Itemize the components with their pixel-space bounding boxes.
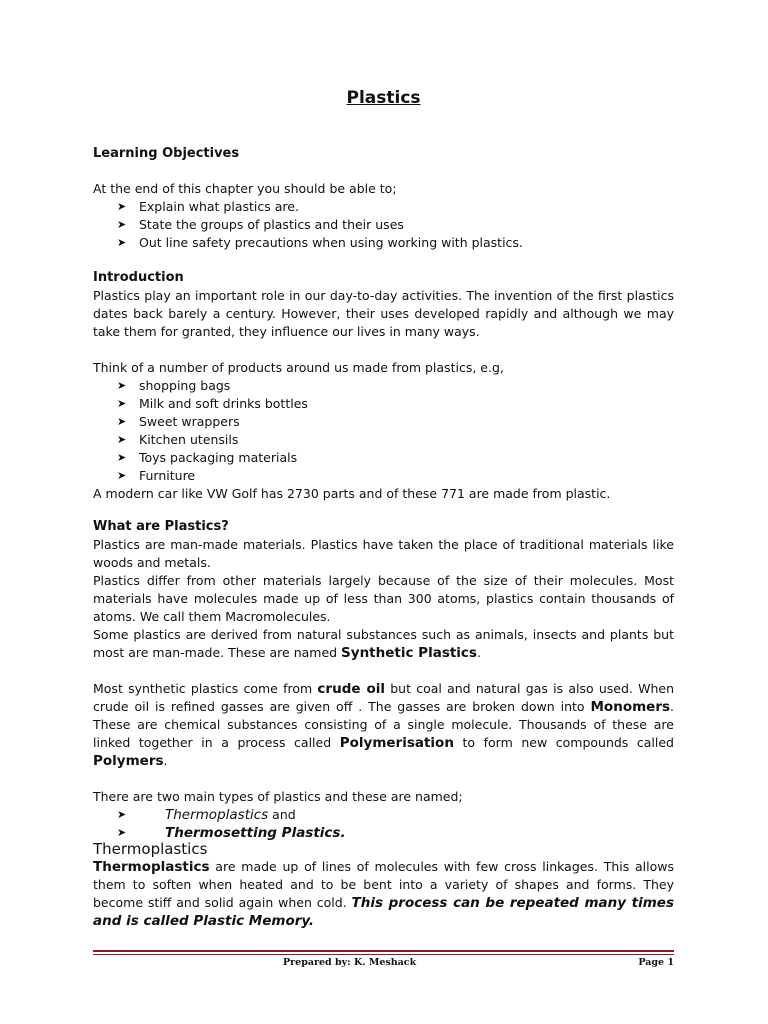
products-intro: Think of a number of products around us made from plastics, e.g, xyxy=(93,360,504,375)
what-are-plastics-section xyxy=(93,518,674,842)
list-item: ➤ Explain what plastics are. xyxy=(117,199,299,214)
type-thermosetting: Thermosetting Plastics. xyxy=(165,825,346,841)
polymers-term: Polymers xyxy=(93,753,164,769)
types-list xyxy=(93,806,674,842)
car-fact: A modern car like VW Golf has 2730 parts and of these 771 are made from plastic. xyxy=(93,486,611,501)
crude-oil-term: crude oil xyxy=(317,681,385,697)
plastic-memory-emphasis: This process can be repeated many times and is called Plastic Memory. xyxy=(93,895,674,929)
introduction-heading: Introduction xyxy=(93,270,184,285)
what-paragraph-3: Some plastics are derived from natural substances such as animals, insects and plants but most are man-made. These are named Synthetic Plastics. xyxy=(93,627,674,661)
arrowhead-bullet-icon: ➤ xyxy=(117,451,127,464)
introduction-section xyxy=(93,269,674,503)
type-thermoplastics: Thermoplastics xyxy=(165,807,269,823)
list-item: ➤ Milk and soft drinks bottles xyxy=(117,396,308,411)
thermoplastics-section xyxy=(93,840,674,930)
arrowhead-bullet-icon: ➤ xyxy=(117,808,127,821)
thermoplastics-term: Thermoplastics xyxy=(93,859,210,875)
what-paragraph-4: Most synthetic plastics come from crude oil but coal and natural gas is also used. When crude oil is refined gasses are given off . The gasses are broken down into Monomers. These are chemical substances consisting of a single molecule. Thousands of these are linked together in a process called Polymerisation to form new compounds called Polymers. xyxy=(93,681,674,769)
footer-page-number: Page 1 xyxy=(638,957,674,968)
monomers-term: Monomers xyxy=(590,699,671,715)
objectives-section xyxy=(93,145,674,252)
list-item: ➤ Kitchen utensils xyxy=(117,432,239,447)
arrowhead-bullet-icon: ➤ xyxy=(117,415,127,428)
arrowhead-bullet-icon: ➤ xyxy=(117,397,127,410)
what-heading: What are Plastics? xyxy=(93,519,229,534)
arrowhead-bullet-icon: ➤ xyxy=(117,826,127,839)
objectives-intro: At the end of this chapter you should be able to; xyxy=(93,181,397,196)
thermoplastics-paragraph: Thermoplastics are made up of lines of molecules with few cross linkages. This allows them to soften when heated and to be bent into a variety of shapes and forms. They become stiff and solid again when cold. This process can be repeated many times and is called Plastic Memory. xyxy=(93,859,674,929)
list-item: ➤ Furniture xyxy=(117,468,196,483)
list-item: ➤ Thermoplastics and xyxy=(117,807,296,823)
arrowhead-bullet-icon: ➤ xyxy=(117,218,127,231)
page-footer xyxy=(93,957,674,971)
what-paragraph-1: Plastics are man-made materials. Plastics have taken the place of traditional materials like woods and metals. xyxy=(93,537,674,570)
arrowhead-bullet-icon: ➤ xyxy=(117,236,127,249)
list-item: ➤ Sweet wrappers xyxy=(117,414,240,429)
thermoplastics-heading: Thermoplastics xyxy=(93,840,208,858)
types-intro: There are two main types of plastics and these are named; xyxy=(93,789,463,804)
arrowhead-bullet-icon: ➤ xyxy=(117,433,127,446)
arrowhead-bullet-icon: ➤ xyxy=(117,379,127,392)
polymerisation-term: Polymerisation xyxy=(339,735,454,751)
footer-rule-thick xyxy=(93,950,674,952)
introduction-paragraph: Plastics play an important role in our day-to-day activities. The invention of the first plastics dates back barely a century. However, their uses developed rapidly and although we may take them for granted, they influence our lives in many ways. xyxy=(93,288,674,339)
products-list xyxy=(93,377,674,485)
arrowhead-bullet-icon: ➤ xyxy=(117,469,127,482)
list-item: ➤ Toys packaging materials xyxy=(117,450,298,465)
list-item: ➤ Out line safety precautions when using working with plastics. xyxy=(117,235,523,250)
footer-rule-thin xyxy=(93,954,674,955)
synthetic-plastics-term: Synthetic Plastics xyxy=(341,645,477,661)
footer-prepared-by: Prepared by: K. Meshack xyxy=(283,957,417,968)
what-paragraph-2: Plastics differ from other materials largely because of the size of their molecules. Most materials have molecules made up of less than 300 atoms, plastics contain thousands of atoms. We call them Macromolecules. xyxy=(93,573,674,624)
page-title: Plastics xyxy=(346,88,421,108)
list-item: ➤ shopping bags xyxy=(117,378,231,393)
arrowhead-bullet-icon: ➤ xyxy=(117,200,127,213)
objectives-heading: Learning Objectives xyxy=(93,146,240,161)
list-item: ➤ State the groups of plastics and their uses xyxy=(117,217,404,232)
objectives-list xyxy=(93,198,674,252)
